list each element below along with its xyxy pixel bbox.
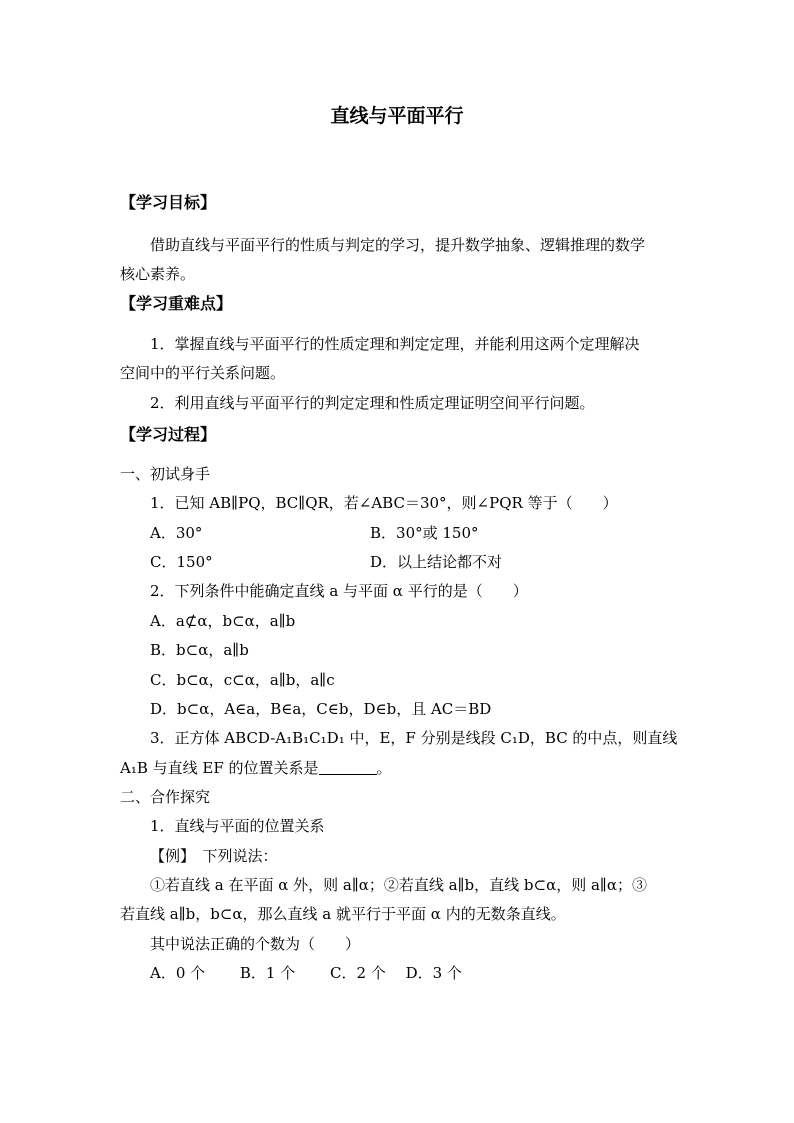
q2-option-d: D．b⊂α，A∈a，B∈a，C∈b，D∈b，且 AC＝BD: [150, 700, 492, 718]
example-options: A．0 个 B．1 个 C．2 个 D．3 个: [150, 964, 462, 982]
goal-text-line2: 核心素养。: [120, 265, 196, 283]
example-line1: ①若直线 a 在平面 α 外，则 a∥α；②若直线 a∥b，直线 b⊂α，则 a∥α；③: [150, 876, 647, 894]
q1-stem: 1．已知 AB∥PQ，BC∥QR，若∠ABC＝30°，则∠PQR 等于（ ）: [150, 494, 618, 512]
heading-key-points: 【学习重难点】: [120, 294, 233, 313]
part2-subheading: 1．直线与平面的位置关系: [150, 817, 325, 835]
q3-line2-suffix: 。: [376, 759, 392, 777]
part2-heading: 二、合作探究: [120, 788, 211, 806]
q3-line1: 3．正方体 ABCD-A₁B₁C₁D₁ 中，E，F 分别是线段 C₁D，BC 的中点，则直线: [150, 729, 678, 747]
goal-text-line1: 借助直线与平面平行的性质与判定的学习，提升数学抽象、逻辑推理的数学: [150, 236, 646, 254]
q1-option-b: B．30°或 150°: [370, 524, 479, 542]
q2-option-c: C．b⊂α，c⊂α，a∥b，a∥c: [150, 671, 335, 689]
q2-option-b: B．b⊂α，a∥b: [150, 641, 249, 659]
answer-blank: [319, 760, 377, 775]
heading-learning-process: 【学习过程】: [120, 425, 217, 444]
heading-learning-goals: 【学习目标】: [120, 193, 217, 212]
part1-heading: 一、初试身手: [120, 465, 211, 483]
key-point-1-line2: 空间中的平行关系问题。: [120, 364, 286, 382]
example-question: 其中说法正确的个数为（ ）: [150, 935, 361, 953]
q1-option-c: C．150°: [150, 553, 213, 571]
example-line2: 若直线 a∥b，b⊂α，那么直线 a 就平行于平面 α 内的无数条直线。: [120, 905, 566, 923]
key-point-1-line1: 1．掌握直线与平面平行的性质定理和判定定理，并能利用这两个定理解决: [150, 335, 640, 353]
key-point-2: 2．利用直线与平面平行的判定定理和性质定理证明空间平行问题。: [150, 394, 595, 412]
q3-line2-prefix: A₁B 与直线 EF 的位置关系是: [120, 759, 319, 777]
q2-option-a: A．a⊄α，b⊂α，a∥b: [150, 612, 296, 630]
example-label: 【例】 下列说法：: [150, 847, 278, 865]
page-title: 直线与平面平行: [330, 105, 464, 127]
q1-option-a: A．30°: [150, 524, 203, 542]
q2-stem: 2．下列条件中能确定直线 a 与平面 α 平行的是（ ）: [150, 582, 528, 600]
q3-line2: [120, 758, 392, 778]
q1-option-d: D．以上结论都不对: [370, 553, 503, 571]
